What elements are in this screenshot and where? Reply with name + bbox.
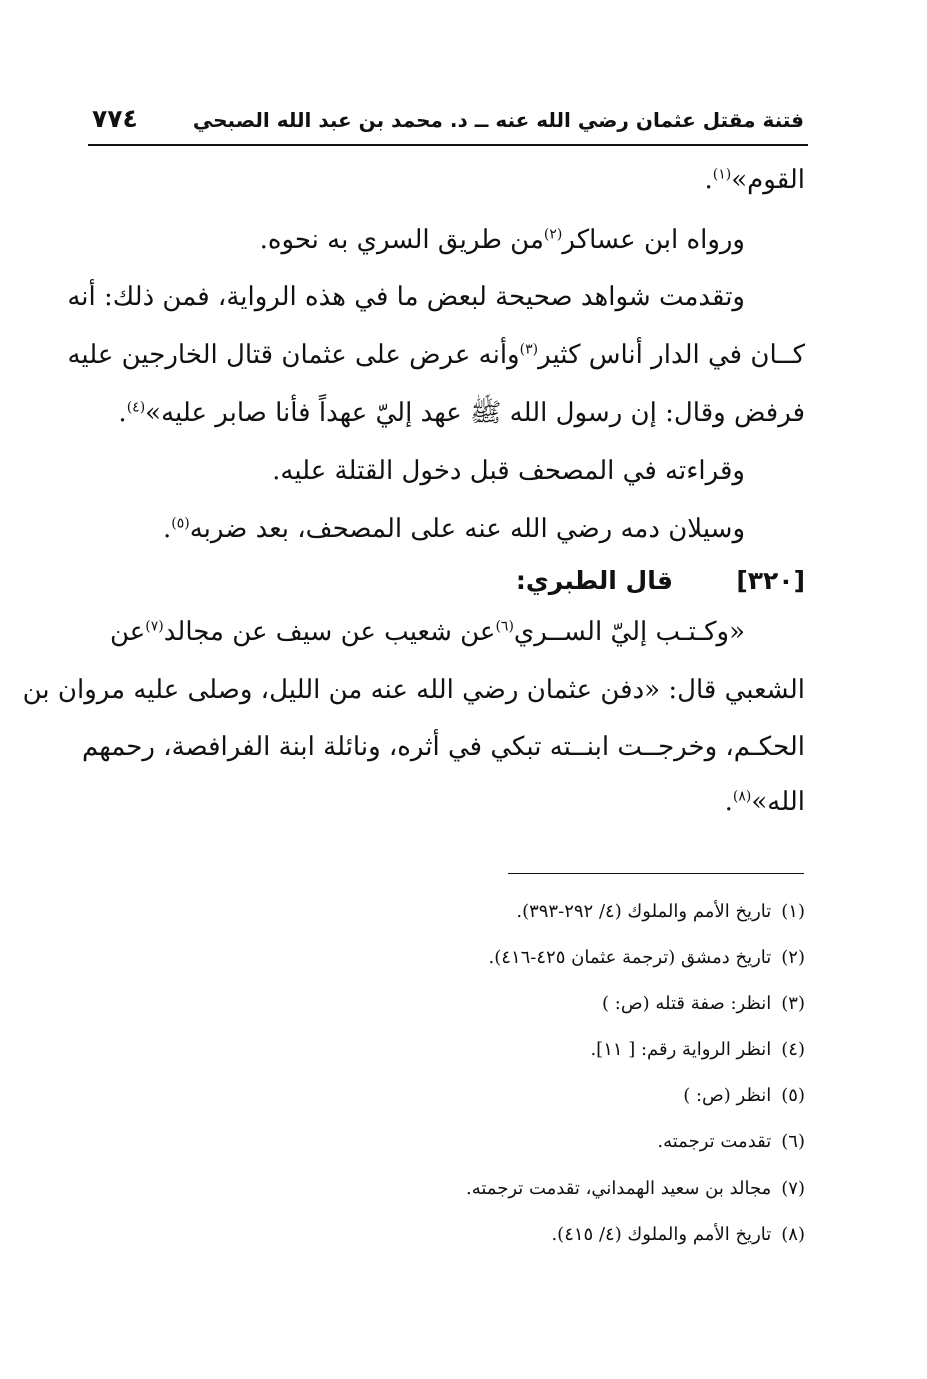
footnote-ref-1[interactable]: (١) [712, 166, 732, 183]
body-line-2: ورواه ابن عساكر$^{(٢)}$من طريق السري به نحوه. [259, 225, 745, 255]
footnote-ref-5[interactable]: (٥) [171, 515, 190, 532]
running-title: فتنة مقتل عثمان رضي الله عنه ــ د. محمد بن عبد الله الصبحي [192, 108, 804, 132]
body-line-3: وتقدمت شواهد صحيحة لبعض ما في هذه الرواية، فمن ذلك: أنه [67, 282, 745, 312]
footnote-8: (٨)تاريخ الأمم والملوك (٤/ ٤١٥). [551, 1224, 805, 1245]
body-line-4: كــان في الدار أناس كثير$^{(٣)}$وأنه عرض على عثمان قتال الخارجين عليه [67, 340, 805, 370]
footnote-7: (٧)مجالد بن سعيد الهمداني، تقدمت ترجمته. [466, 1178, 805, 1199]
body-line-5: فرفض وقال: إن رسول الله ﷺ عهد إليّ عهداً فأنا صابر عليه»$^{(٤)}$. [118, 398, 805, 428]
body-line-1: القوم»$^{(١)}$. [704, 165, 805, 195]
body-line-6: وقراءته في المصحف قبل دخول القتلة عليه. [272, 456, 745, 486]
footnote-ref-3[interactable]: (٣) [519, 341, 539, 358]
footnote-ref-8[interactable]: (٨) [732, 788, 752, 805]
quote-line-4: الله»$^{(٨)}$. [724, 787, 805, 817]
footnote-ref-7[interactable]: (٧) [145, 618, 164, 635]
footnote-ref-6[interactable]: (٦) [495, 618, 514, 635]
footnote-5: (٥)انظر (ص: ) [683, 1085, 805, 1106]
body-line-7: وسيلان دمه رضي الله عنه على المصحف، بعد ضربه$^{(٥)}$. [162, 514, 745, 544]
footnote-2: (٢)تاريخ دمشق (ترجمة عثمان ٤٢٥-٤١٦). [488, 947, 805, 968]
footnote-1: (١)تاريخ الأمم والملوك (٤/ ٢٩٢-٣٩٣). [516, 901, 805, 922]
footnote-ref-2[interactable]: (٢) [543, 226, 563, 243]
narration-label: قال الطبري: [515, 566, 673, 595]
footnote-separator [508, 873, 804, 874]
footnote-4: (٤)انظر الرواية رقم: [ ١١]. [590, 1039, 805, 1060]
quote-line-3: الحكـم، وخرجــت ابنــته تبكي في أثره، ونائلة ابنة الفرافصة، رحمهم [81, 732, 805, 762]
quote-line-2: الشعبي قال: «دفن عثمان رضي الله عنه من الليل، وصلى عليه مروان بن [22, 675, 805, 705]
footnote-3: (٣)انظر: صفة قتله (ص: ) [602, 993, 805, 1014]
footnote-ref-4[interactable]: (٤) [126, 399, 146, 416]
page-number: ٧٧٤ [92, 104, 138, 133]
quote-line-1: «وكـتـب إليّ الســري$^{(٦)}$عن شعيب عن سيف عن مجالد$^{(٧)}$عن [109, 617, 745, 647]
narration-number: [٣٢٠] [736, 566, 805, 595]
footnote-6: (٦)تقدمت ترجمته. [657, 1131, 805, 1152]
narration-heading [95, 566, 805, 606]
page-header [88, 104, 808, 146]
